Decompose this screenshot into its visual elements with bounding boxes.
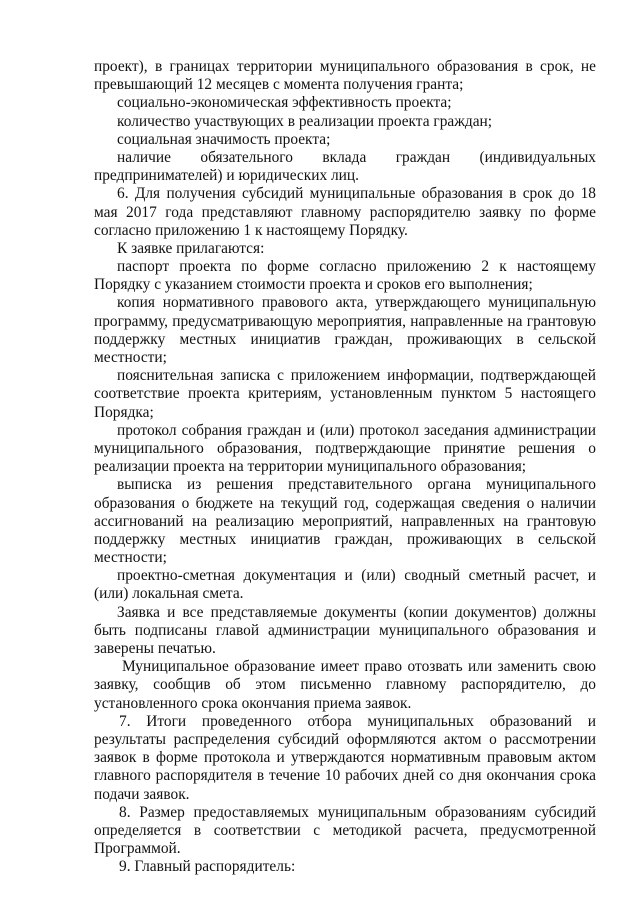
text-line: наличие обязательного вклада граждан (индивидуальных xyxy=(117,148,596,166)
text-line: 8. Размер предоставляемых муниципальным образованиям субсидий xyxy=(119,803,596,821)
text-line: согласно приложению 1 к настоящему Порядку. xyxy=(94,221,408,239)
text-line: быть подписаны главой администрации муниципального образования и xyxy=(94,621,596,639)
text-line: Заявка и все представляемые документы (копии документов) должны xyxy=(117,603,596,621)
document-page xyxy=(94,58,596,876)
text-line: Порядка; xyxy=(94,403,154,421)
text-line: соответствие проекта критериям, установленным пунктом 5 настоящего xyxy=(94,385,596,403)
text-line: 9. Главный распорядитель: xyxy=(119,858,296,876)
text-line: проектно-сметная документация и (или) сводный сметный расчет, и xyxy=(117,567,596,585)
text-line: социально-экономическая эффективность проекта; xyxy=(117,94,452,112)
text-line: заверены печатью. xyxy=(94,640,216,657)
text-line: 6. Для получения субсидий муниципальные образования в срок до 18 xyxy=(117,185,596,203)
text-line: мая 2017 года представляют главному распорядителю заявку по форме xyxy=(94,203,596,221)
text-line: муниципального образования, подтверждающие принятие решения о xyxy=(94,439,596,457)
text-line: Порядку с указанием стоимости проекта и сроков его выполнения; xyxy=(94,276,533,294)
text-line: ассигнований на реализацию мероприятий, направленных на грантовую xyxy=(94,512,596,530)
text-line: поддержку местных инициатив граждан, проживающих в сельской xyxy=(94,330,596,348)
text-line: копия нормативного правового акта, утверждающего муниципальную xyxy=(117,294,596,312)
text-line: заявку, сообщив об этом письменно главному распорядителю, до xyxy=(94,676,596,694)
text-line: паспорт проекта по форме согласно приложению 2 к настоящему xyxy=(117,258,596,276)
text-line: предпринимателей) и юридических лиц. xyxy=(94,167,359,185)
text-line: реализации проекта на территории муниципального образования; xyxy=(94,458,527,476)
text-line: подачи заявок. xyxy=(94,785,190,803)
text-line: местности; xyxy=(94,549,167,567)
text-line: количество участвующих в реализации проекта граждан; xyxy=(117,112,493,130)
text-line: образования о бюджете на текущий год, содержащая сведения о наличии xyxy=(94,494,596,512)
text-line: заявок в форме протокола и утверждаются нормативным правовым актом xyxy=(94,749,596,767)
text-line: местности; xyxy=(94,349,167,366)
text-line: протокол собрания граждан и (или) протокол заседания администрации xyxy=(117,421,596,439)
text-line: установленного срока окончания приема заявок. xyxy=(94,694,412,712)
text-line: результаты распределения субсидий оформляются актом о рассмотрении xyxy=(94,730,596,748)
text-line: 7. Итоги проведенного отбора муниципальных образований и xyxy=(119,712,596,730)
text-line: пояснительная записка с приложением информации, подтверждающей xyxy=(117,367,596,385)
text-line: поддержку местных инициатив граждан, проживающих в сельской xyxy=(94,530,596,548)
text-line: Муниципальное образование имеет право отозвать или заменить свою xyxy=(122,658,596,676)
text-line: Программой. xyxy=(94,840,181,858)
text-line: социальная значимость проекта; xyxy=(117,130,331,148)
text-line: главного распорядителя в течение 10 рабочих дней со дня окончания срока xyxy=(94,767,596,785)
text-line: К заявке прилагаются: xyxy=(117,239,265,257)
text-line: выписка из решения представительного органа муниципального xyxy=(117,476,596,494)
text-line: программу, предусматривающую мероприятия, направленные на грантовую xyxy=(94,312,596,330)
text-line: превышающий 12 месяцев с момента получения гранта; xyxy=(94,76,464,94)
text-line: определяется в соответствии с методикой расчета, предусмотренной xyxy=(94,821,596,839)
text-line: проект), в границах территории муниципального образования в срок, не xyxy=(94,58,596,75)
text-line: (или) локальная смета. xyxy=(94,585,244,603)
